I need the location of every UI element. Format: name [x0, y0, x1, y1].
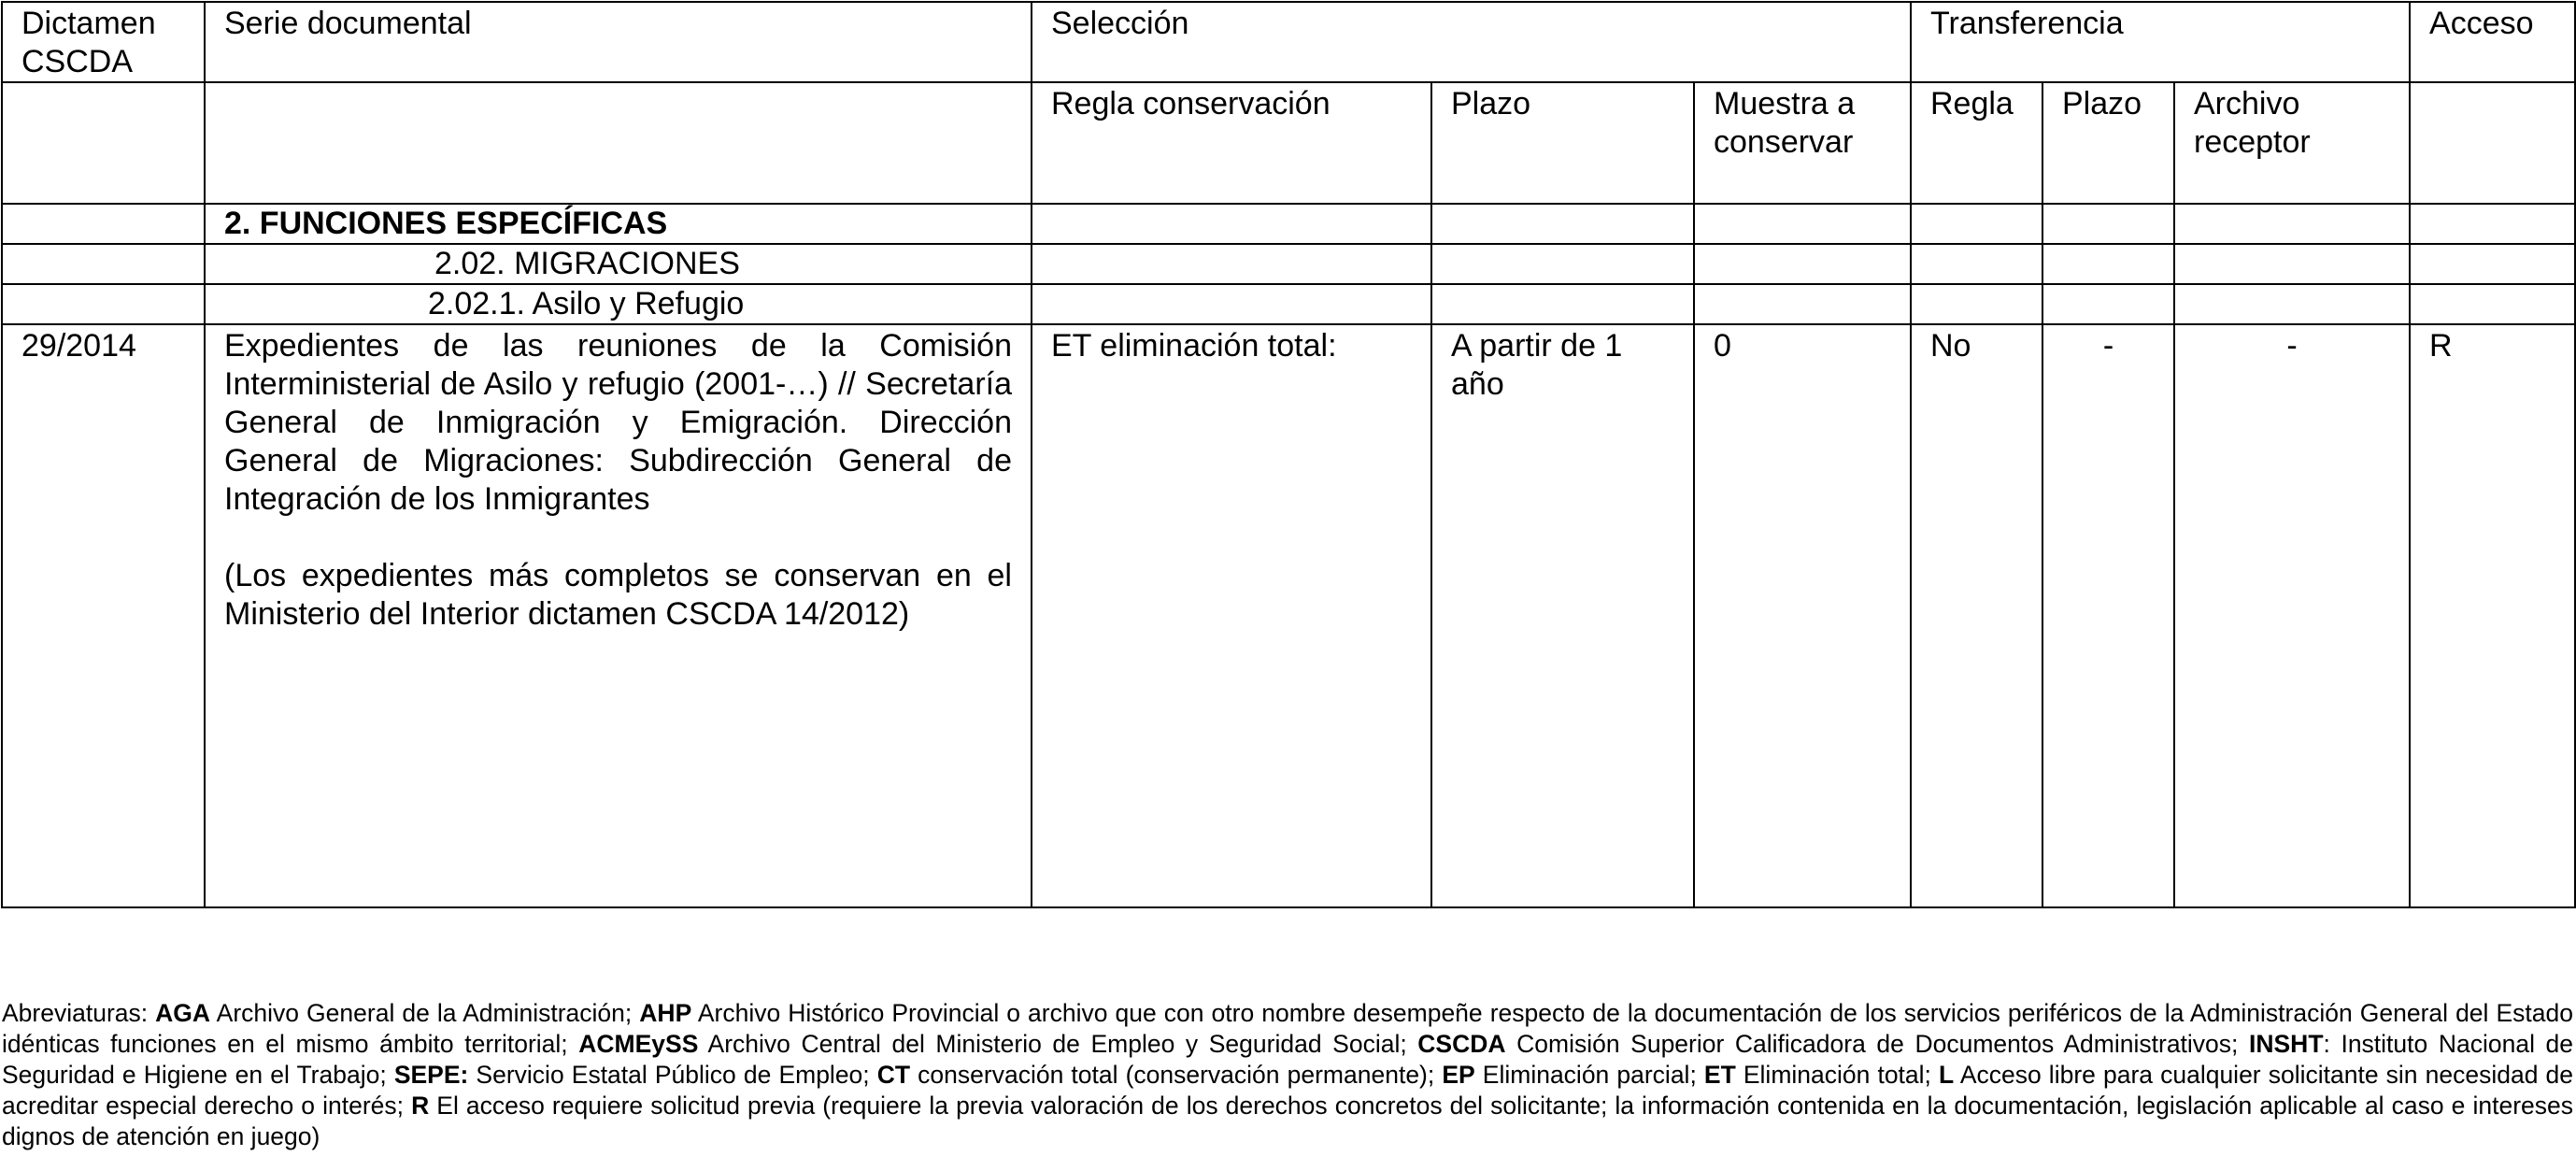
cell-acceso: R [2410, 324, 2575, 907]
abbr-term: CSCDA [1417, 1030, 1506, 1058]
abbr-term: ACMEySS [578, 1030, 699, 1058]
header-seleccion: Selección [1032, 2, 1911, 82]
subheader-plazo: Plazo [1431, 82, 1694, 204]
header-serie: Serie documental [205, 2, 1032, 82]
subheader-empty [2, 82, 205, 204]
abbr-definition: Eliminación total; [1735, 1061, 1939, 1089]
section-title: 2. FUNCIONES ESPECÍFICAS [205, 204, 1032, 244]
abbr-definition: Acceso libre para cualquier solicitante sin necesidad de acreditar especial derecho o interés; [2, 1061, 2573, 1120]
subheader-regla: Regla [1911, 82, 2042, 204]
subheader-archivo-receptor: Archivo receptor [2174, 82, 2410, 204]
serie-note: (Los expedientes más completos se conservan en el Ministerio del Interior dictamen CSCDA 14/2012) [224, 558, 1012, 632]
retention-schedule-table [1, 1, 2576, 908]
section-row [2, 204, 2575, 244]
subheader-muestra: Muestra a conservar [1694, 82, 1911, 204]
abbr-definition: Archivo General de la Administración; [210, 999, 640, 1027]
abbr-definition: Eliminación parcial; [1474, 1061, 1704, 1089]
subheader-plazo-transferencia: Plazo [2042, 82, 2174, 204]
cell-plazo-transferencia: - [2042, 324, 2174, 907]
abbr-definition: Servicio Estatal Público de Empleo; [468, 1061, 877, 1089]
abbr-definition: El acceso requiere solicitud previa (requiere la previa valoración de los derechos concretos del solicitante; la información contenida en la documentación, legislación aplicable al caso e intereses dignos de atención en juego) [2, 1092, 2574, 1150]
subheader-empty [2410, 82, 2575, 204]
abbr-term: EP [1442, 1061, 1475, 1089]
cell-regla-conservacion: ET eliminación total: [1032, 324, 1431, 907]
abbr-definition: Archivo Histórico Provincial o archivo que con otro nombre desempeñe respecto de la documentación de los servicios periféricos de la Administración General del Estado idénticas funciones en el mismo ámbito territorial; [2, 999, 2573, 1058]
subsubsection-title: 2.02.1. Asilo y Refugio [205, 284, 1032, 324]
abbr-term: L [1939, 1061, 1955, 1089]
cell-plazo: A partir de 1 año [1431, 324, 1694, 907]
cell-regla: No [1911, 324, 2042, 907]
table-row [2, 324, 2575, 907]
abbr-definition: Comisión Superior Calificadora de Documentos Administrativos; [1505, 1030, 2249, 1058]
abbr-term: SEPE: [393, 1061, 469, 1089]
header-transferencia: Transferencia [1911, 2, 2410, 82]
abbr-term: R [411, 1092, 430, 1120]
serie-description: Expedientes de las reuniones de la Comisión Interministerial de Asilo y refugio (2001-…) // Secretaría General de Inmigración y Emigración. Dirección General de Migraciones: Subdirección General de Integración de los Inmigrantes [224, 328, 1012, 517]
abbr-term: CT [876, 1061, 911, 1089]
footnote-intro: Abreviaturas: [2, 999, 156, 1027]
cell-dictamen: 29/2014 [2, 324, 205, 907]
subsection-title: 2.02. MIGRACIONES [205, 244, 1032, 284]
subheader-empty [205, 82, 1032, 204]
subheader-row [2, 82, 2575, 204]
abbr-term: ET [1703, 1061, 1736, 1089]
header-row [2, 2, 2575, 82]
header-acceso: Acceso [2410, 2, 2575, 82]
cell-muestra: 0 [1694, 324, 1911, 907]
section-row [2, 284, 2575, 324]
abbr-term: AGA [155, 999, 211, 1027]
abbreviations-footnote [2, 998, 2573, 1152]
abbr-definition: : Instituto Nacional de Seguridad e Higiene en el Trabajo; [2, 1030, 2574, 1089]
subheader-regla-conservacion: Regla conservación [1032, 82, 1431, 204]
abbr-definition: Archivo Central del Ministerio de Empleo y Seguridad Social; [698, 1030, 1418, 1058]
cell-serie [205, 324, 1032, 907]
abbr-term: AHP [639, 999, 692, 1027]
abbr-term: INSHT [2249, 1030, 2324, 1058]
cell-archivo-receptor: - [2174, 324, 2410, 907]
section-row [2, 244, 2575, 284]
header-dictamen: Dictamen CSCDA [2, 2, 205, 82]
abbr-definition: conservación total (conservación permanente); [910, 1061, 1443, 1089]
